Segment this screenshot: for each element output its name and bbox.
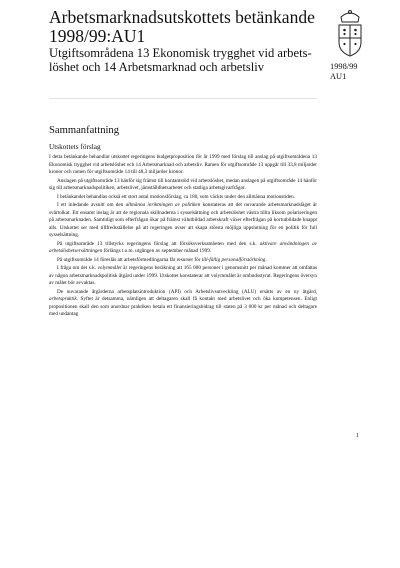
paragraph-5-text-b: förlängs t.o.m. utgången av september månad 1999. (102, 248, 212, 254)
report-subtitle-line2: löshet och 14 Arbetsmarknad och arbetsliv (49, 59, 265, 74)
paragraph-7 (49, 265, 317, 288)
paragraph-7-text-a: I fråga om det s.k. (57, 265, 98, 271)
paragraph-6-text-b: . (265, 256, 267, 263)
paragraph-6 (49, 257, 317, 265)
document-header (49, 8, 329, 74)
paragraph-2: Anslagen på utgiftsområde 13 hänför sig främst till kontantstöd vid arbetslöshet, medan anslagen på utgiftsområde 14 hänför sig till arbetsmarknadspolitiken, arbetslivet, jämställdhetsarbetet och statliga arbetsgivarfrågor. (49, 177, 317, 191)
report-title-line1: Arbetsmarknadsutskottets betänkande (49, 7, 315, 27)
paragraph-7-emphasis: volymmålet (97, 265, 122, 271)
paragraph-4 (49, 202, 317, 240)
subsection-title: Utskottets förslag (49, 142, 101, 151)
report-subtitle (49, 47, 329, 74)
report-title (49, 8, 329, 46)
document-body (49, 124, 317, 320)
paragraph-1: I detta betänkande behandlar utskottet regeringens budgetproposition för år 1999 med förslag till anslag på utgiftsområdena 13 Ekonomisk trygghet vid arbetslöshet och 14 Arbetsmarknad och arbetsliv. Ramen för utgiftsområde 13 uppgår till 33,8 miljarder kronor och ramen för utgiftsområde 14 till 48,3 miljarder kronor. (49, 154, 317, 175)
paragraph-6-emphasis: till-fällig personalförstärkning (201, 256, 266, 263)
paragraph-8-emphasis: arbetspraktik (49, 296, 77, 302)
paragraph-8-text-a: De nuvarande åtgärderna arbetsplatsintroduktion (API) och Arbetslivsutveckling (ALU) ersätts av en ny åtgärd, (57, 288, 317, 295)
page-number: 1 (356, 433, 359, 439)
swedish-parliament-crest-icon (330, 8, 370, 60)
paragraph-4-emphasis: allmänna inriktningen av politiken (125, 202, 201, 208)
paragraph-5 (49, 241, 317, 256)
section-title: Sammanfattning (49, 125, 120, 136)
paragraph-6-text-a: På utgiftsområde 14 föreslås att arbetsförmedlingarna får resurser för (57, 256, 202, 263)
report-number: 1998/99:AU1 (49, 26, 146, 46)
document-code: AU1 (330, 71, 347, 81)
paragraph-4-text-a: I ett inledande avsnitt om den (57, 202, 126, 208)
document-year: 1998/99 (330, 62, 358, 71)
report-subtitle-line1: Utgiftsområdena 13 Ekonomisk trygghet vid arbets- (49, 46, 312, 60)
paragraph-3: I betänkandet behandlas också ett stort antal motionsförslag, ca 180, som väckts under den allmänna motionstiden. (57, 193, 295, 200)
paragraph-4-text-b: konstateras att det nuvarande arbetsmarknadsläget är svårtolkat. Ett ensamt inslag är att de regionala skillnaderna i sysselsättning och arbetslöshet västra tillta liksom polariseringen på arbetsmarknaden. Samtidigt som efterfrågan ökar på främst välutbildad arbetskraft växer efterfrågan på kortutbildade knappt alls. Utskottet ser med tillfredsställelse på att regeringen avser att skapa största möjliga uppslutning för en politik för full sysselsättning. (49, 202, 317, 238)
header-divider (49, 98, 317, 99)
paragraph-8 (49, 289, 317, 319)
paragraph-5-text-a: På utgiftsområde 13 tillstyrks regeringens förslag att försöksverksamheten med den s.k. (57, 240, 260, 247)
document-id (330, 62, 357, 81)
paragraph-7-text-b: är regeringens beräkning att 165 000 personer i genomsnitt per månad kommer att omfattas av någon arbetsmarknadspolitisk åtgärd under 1999. Utskottet konstaterar att volymmålet är ombudsstyrat. Regeringens översyn av målet bör avvaktas. (49, 265, 317, 286)
paragraph-8-text-b: . Syftet är detsamma, nämligen att deltagaren skall få kontakt med arbetslivet och öka kompetensen. Enligt propositionen skall den som anordnar praktiken betala ett finansieringsbidrag till staten på 3 000 kr per månad och deltagare med undantag (49, 296, 317, 317)
paragraph-5-emphasis: aktivare användningen av arbetslöshetsersättningen (49, 240, 318, 254)
